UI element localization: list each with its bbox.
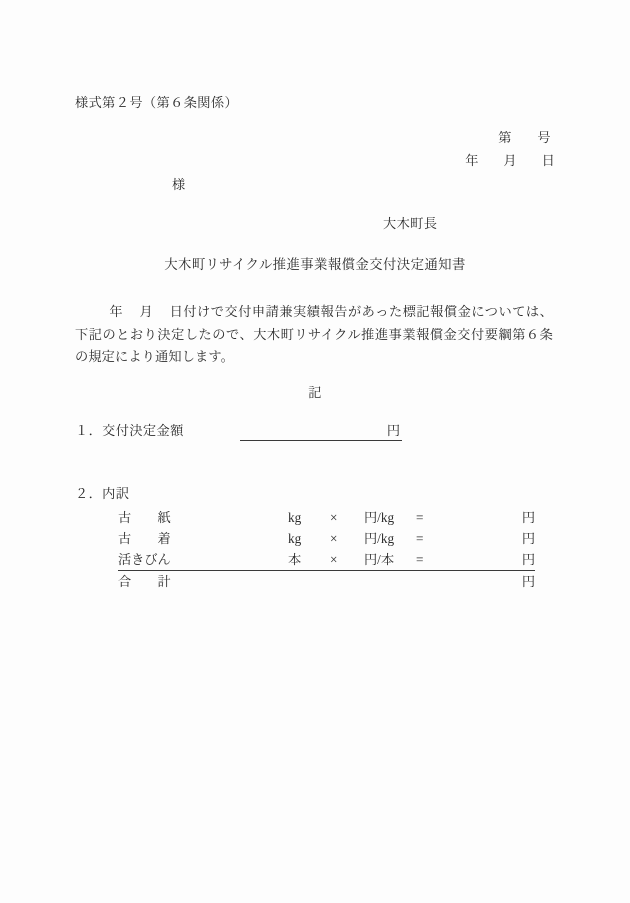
row-equals-symbol: = (416, 510, 424, 525)
row-quantity-unit (288, 571, 330, 593)
row-equals-symbol: = (416, 531, 424, 546)
row-item-name: 古 着 (118, 531, 171, 546)
row-quantity-unit: kg (288, 510, 302, 525)
row-times-symbol: × (330, 510, 338, 525)
item2-label: ２．内訳 (75, 486, 130, 501)
addressee-honorific: 様 (172, 177, 186, 192)
date-month-label: 月 (503, 153, 517, 169)
document-number-suffix: 号 (537, 130, 551, 146)
document-number-prefix: 第 (498, 130, 512, 146)
row-equals-symbol: = (416, 549, 458, 571)
row-item-name: 合 計 (118, 574, 171, 589)
document-date-line (452, 141, 555, 181)
item1-amount-field[interactable] (240, 424, 402, 441)
body-date-month: 月 (139, 304, 154, 319)
row-amount-unit: 円 (458, 549, 535, 571)
issuer-name: 大木町長 (383, 216, 438, 231)
table-row (118, 507, 535, 528)
item1-label: １．交付決定金額 (75, 423, 184, 438)
row-rate-unit: 円/kg (364, 531, 395, 546)
row-rate-unit: 円/本 (364, 549, 416, 571)
row-rate-unit (364, 571, 416, 593)
table-row (118, 528, 535, 549)
date-day-label: 日 (541, 153, 555, 169)
row-rate-unit: 円/kg (364, 510, 395, 525)
row-quantity-unit: kg (288, 531, 302, 546)
row-amount-unit: 円 (521, 574, 535, 589)
row-times-symbol: × (330, 549, 364, 571)
breakdown-table-body (118, 507, 535, 592)
row-equals-symbol (416, 571, 458, 593)
table-row (118, 571, 535, 593)
body-date-year: 年 (109, 304, 124, 319)
date-year-label: 年 (465, 153, 479, 169)
row-amount-unit: 円 (521, 510, 535, 525)
row-times-symbol (330, 571, 364, 593)
document-title: 大木町リサイクル推進事業報償金交付決定通知書 (164, 257, 466, 272)
breakdown-table (118, 507, 535, 592)
row-quantity-unit: 本 (288, 549, 330, 571)
body-paragraph (75, 301, 553, 369)
item1-unit: 円 (386, 423, 400, 438)
table-row (118, 549, 535, 571)
ki-marker: 記 (308, 385, 322, 400)
row-item-name: 活きびん (118, 549, 288, 571)
row-amount-unit: 円 (521, 531, 535, 546)
form-number: 様式第２号（第６条関係） (75, 95, 239, 110)
row-times-symbol: × (330, 531, 338, 546)
body-text: 日付けで交付申請兼実績報告があった標記報償金については、下記のとおり決定したので、大木町リサイクル推進事業報償金交付要綱第６条の規定により通知します。 (75, 304, 553, 364)
row-item-name: 古 紙 (118, 510, 171, 525)
